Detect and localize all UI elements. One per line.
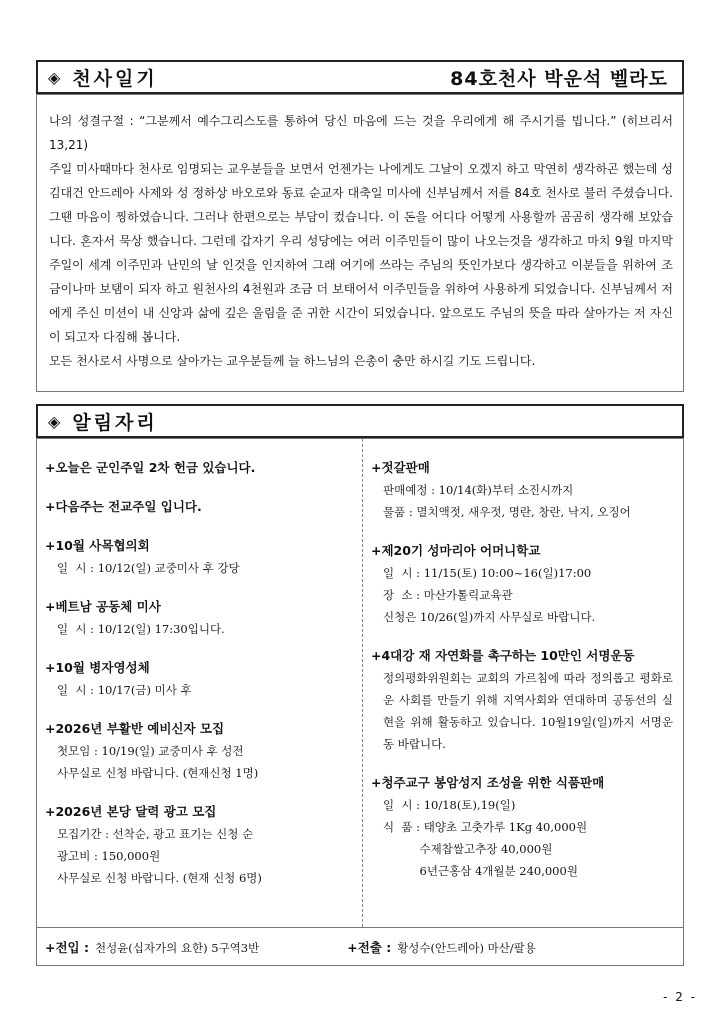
notice-item-heading: +다음주는 전교주일 입니다. (45, 499, 202, 514)
notice-right-column (363, 439, 683, 927)
diary-byline: 84호천사 박운석 벨라도 (450, 67, 668, 90)
notice-item-line: 사무실로 신청 바랍니다. (현재신청 1명) (57, 766, 259, 780)
notice-left-column (37, 439, 363, 927)
notice-item-line: 일 시 : 10/12(일) 교중미사 후 강당 (57, 561, 240, 575)
notice-item-text: 정의평화위원회는 교회의 가르침에 따라 정의롭고 평화로운 사회를 만들기 위해 지역사회와 연대하며 공동선의 실현을 위해 활동하고 있습니다. 10월19일(일)까지 서명운동 바랍니다. (383, 671, 673, 751)
notice-header (36, 404, 684, 438)
notice-item-heading: +청주교구 봉암성지 조성을 위한 식품판매 (371, 775, 605, 790)
notice-item-line: 장 소 : 마산가톨릭교육관 (383, 588, 513, 602)
diary-body (36, 94, 684, 392)
diamond-icon: ◈ (48, 67, 61, 87)
notice-item-heading: +제20기 성마리아 어머니학교 (371, 543, 541, 558)
notice-item-line: 물품 : 멸치액젓, 새우젓, 명란, 창란, 낙지, 오징어 (383, 505, 631, 519)
notice-item-heading: +젓갈판매 (371, 460, 430, 475)
notice-item-heading: +10월 사목협의회 (45, 538, 150, 553)
diary-paragraph: 나의 성결구절 : “그분께서 예수그리스도를 통하여 당신 마음에 드는 것을 우리에게 해 주시기를 빕니다.” (히브리서 13,21) (49, 114, 673, 152)
diamond-icon: ◈ (48, 411, 61, 431)
notice-item (45, 535, 362, 579)
diary-header (36, 60, 684, 94)
notice-item-line: 판매예정 : 10/14(화)부터 소진시까지 (383, 483, 574, 497)
notice-item-line: 식 품 : 태양초 고춧가루 1Kg 40,000원 (383, 820, 588, 834)
notice-item-heading: +10월 병자영성체 (45, 660, 150, 675)
notice-item (45, 801, 362, 889)
page-number: - 2 - (663, 990, 697, 1004)
move-in-value: 천성윤(십자가의 요한) 5구역3반 (94, 940, 260, 955)
notice-item-heading: +4대강 재 자연화를 촉구하는 10만인 서명운동 (371, 648, 635, 663)
notice-item-heading: +2026년 본당 달력 광고 모집 (45, 804, 217, 819)
notice-item (45, 718, 362, 784)
notice-item-line: 수제찹쌀고추장 40,000원 (383, 842, 553, 856)
notice-item (45, 596, 362, 640)
notice-item (371, 645, 683, 755)
notice-item (45, 496, 362, 518)
move-in (45, 938, 259, 956)
notice-body (36, 438, 684, 928)
move-out-value: 황성수(안드레아) 마산/팔용 (397, 940, 536, 955)
notice-item (45, 457, 362, 479)
notice-item (371, 457, 683, 523)
notice-item-line: 신청은 10/26(일)까지 사무실로 바랍니다. (383, 610, 596, 624)
move-in-label: +전입 : (45, 939, 89, 955)
notice-item-line: 모집기간 : 선착순, 광고 표기는 신청 순 (57, 827, 254, 841)
parish-moves (36, 928, 684, 966)
notice-item-heading: +베트남 공동체 미사 (45, 599, 161, 614)
move-out-label: +전출 : (347, 939, 392, 955)
notice-item-line: 일 시 : 11/15(토) 10:00~16(일)17:00 (383, 566, 592, 580)
notice-item-heading: +2026년 부활반 예비신자 모집 (45, 721, 225, 736)
diary-paragraph: 주일 미사때마다 천사로 임명되는 교우분들을 보면서 언젠가는 나에게도 그날이 오겠지 하고 막연히 생각하곤 했는데 성 김대건 안드레아 사제와 성 정하상 바오로와 동료 순교자 대축일 미사에 신부님께서 저를 84호 천사로 불러 주셨습니다. 그땐 마음이 찡하였습니다. 그러나 한편으로는 부담이 컸습니다. 이 돈을 어디다 어떻게 사용할까 곰곰히 생각해 보았습니다. 혼자서 묵상 했습니다. 그런데 갑자기 우리 성당에는 여러 이주민들이 많이 나오는것을 생각하고 마치 9월 마지막 주일이 세계 이주민과 난민의 날 인것을 인지하여 그래 여기에 쓰라는 주님의 뜻인가보다 생각하고 이분들을 위하여 조금이나마 보탬이 되자 하고 원천사의 4천원과 조금 더 보태어서 이주민들을 위하여 사용하게 되었습니다. 신부님께서 저에게 주신 미션이 내 신앙과 삶에 깊은 울림을 준 귀한 시간이 되었습니다. 앞으로도 주님의 뜻을 따라 살아가는 저 자신이 되고자 다짐해 봅니다. (49, 162, 673, 344)
notice-item (45, 657, 362, 701)
notice-item-line: 6년근홍삼 4개월분 240,000원 (383, 864, 578, 878)
notice-item-heading: +오늘은 군인주일 2차 헌금 있습니다. (45, 460, 256, 475)
notice-item-line: 첫모임 : 10/19(일) 교중미사 후 성전 (57, 744, 244, 758)
notice-item (371, 772, 683, 882)
notice-item-line: 광고비 : 150,000원 (57, 849, 161, 863)
notice-item-line: 사무실로 신청 바랍니다. (현재 신청 6명) (57, 871, 262, 885)
notice-item-line: 일 시 : 10/12(일) 17:30입니다. (57, 622, 225, 636)
notice-item (371, 540, 683, 628)
diary-paragraph: 모든 천사로서 사명으로 살아가는 교우분들께 늘 하느님의 은총이 충만 하시길 기도 드립니다. (49, 354, 536, 368)
notice-title: 알림자리 (72, 411, 158, 434)
diary-title: 천사일기 (72, 67, 158, 90)
notice-item-line: 일 시 : 10/17(금) 미사 후 (57, 683, 192, 697)
notice-item-line: 일 시 : 10/18(토),19(일) (383, 798, 516, 812)
move-out (347, 938, 536, 956)
